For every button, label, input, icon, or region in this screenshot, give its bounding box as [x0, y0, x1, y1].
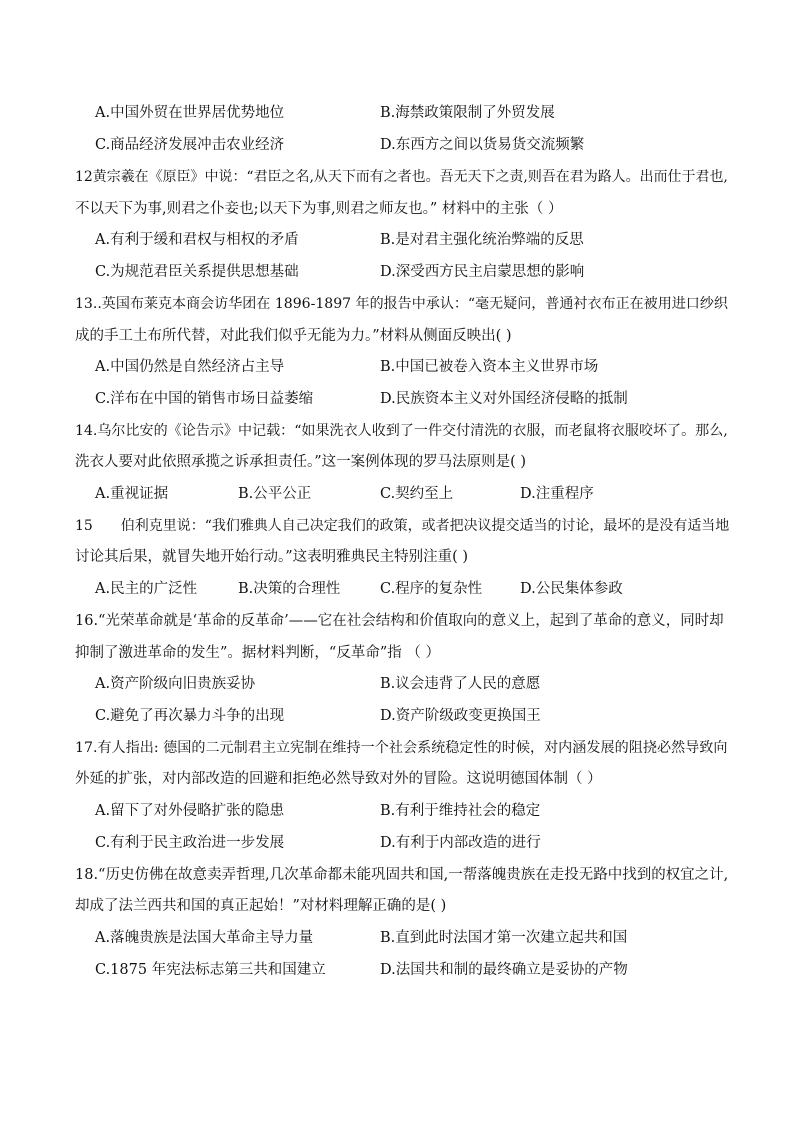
q17-stem-line2: 外延的扩张，对内部改造的回避和拒绝必然导致对外的冒险。这说明德国体制（ ） [75, 771, 602, 787]
q15-stem-line2: 讨论其后果，就冒失地开始行动。”这表明雅典民主特别注重( ) [75, 549, 469, 565]
q13-option-d: D.民族资本主义对外国经济侵略的抵制 [380, 391, 628, 407]
q14-stem-line2: 洗衣人要对此依照承揽之诉承担责任。”这一案例体现的罗马法原则是( ) [75, 454, 527, 470]
q16-stem-line2: 抑制了激进革命的发生”。据材料判断，“反革命”指 （ ） [75, 645, 440, 661]
q11-option-c: C.商品经济发展冲击农业经济 [95, 137, 285, 153]
q12-stem-line2: 不以天下为事,则君之仆妾也;以天下为事,则君之师友也。” 材料中的主张（ ） [75, 201, 563, 217]
q16-option-b: B.议会违背了人民的意愿 [380, 676, 541, 692]
q13-stem-line1: 13..英国布莱克本商会访华团在 1896-1897 年的报告中承认：“毫无疑问，普通衬衣布正在被用进口纱织 [75, 296, 728, 312]
q13-option-b: B.中国已被卷入资本主义世界市场 [380, 359, 599, 375]
q12-option-d: D.深受西方民主启蒙思想的影响 [380, 264, 585, 280]
q15-option-a: A.民主的广泛性 [95, 581, 198, 597]
q18-stem-line2: 却成了法兰西共和国的真正起始！”对材料理解正确的是( ) [75, 898, 447, 914]
q13-option-a: A.中国仍然是自然经济占主导 [95, 359, 285, 375]
q18-option-b: B.直到此时法国才第一次建立起共和国 [380, 930, 628, 946]
q12-option-c: C.为规范君臣关系提供思想基础 [95, 264, 299, 280]
q18-option-c: C.1875 年宪法标志第三共和国建立 [95, 962, 326, 978]
q14-option-d: D.注重程序 [520, 486, 594, 502]
q18-option-a: A.落魄贵族是法国大革命主导力量 [95, 930, 314, 946]
q11-option-b: B.海禁政策限制了外贸发展 [380, 105, 555, 121]
q14-option-b: B.公平公正 [238, 486, 312, 502]
q15-option-d: D.公民集体参政 [520, 581, 623, 597]
q14-stem-line1: 14.乌尔比安的《论告示》中记载：“如果洗衣人收到了一件交付清洗的衣服，而老鼠将衣服咬坏了。那么, [75, 423, 728, 439]
q13-stem-line2: 成的手工土布所代替，对此我们似乎无能为力。”材料从侧面反映出( ) [75, 328, 512, 344]
q16-option-a: A.资产阶级向旧贵族妥协 [95, 676, 256, 692]
q17-stem-line1: 17.有人指出: 德国的二元制君主立宪制在维持一个社会系统稳定性的时候，对内涵发展的阻挠必然导致向 [75, 740, 728, 756]
q17-option-b: B.有利于维持社会的稳定 [380, 803, 541, 819]
q17-option-c: C.有利于民主政治进一步发展 [95, 835, 285, 851]
q17-option-a: A.留下了对外侵略扩张的隐患 [95, 803, 285, 819]
q16-option-d: D.资产阶级政变更换国王 [380, 708, 541, 724]
q14-option-c: C.契约至上 [380, 486, 454, 502]
q12-option-b: B.是对君主强化统治弊端的反思 [380, 232, 584, 248]
q17-option-d: D.有利于内部改造的进行 [380, 835, 541, 851]
q18-stem-line1: 18.“历史仿佛在故意卖弄哲理,几次革命都未能巩固共和国,一帮落魄贵族在走投无路中找到的权宜之计, [75, 867, 729, 883]
q12-option-a: A.有利于缓和君权与相权的矛盾 [95, 232, 299, 248]
q14-option-a: A.重视证据 [95, 486, 169, 502]
q15-stem-text: 伯利克里说：“我们雅典人自己决定我们的政策，或者把决议提交适当的讨论，最坏的是没有适当地 [120, 518, 730, 534]
q16-option-c: C.避免了再次暴力斗争的出现 [95, 708, 285, 724]
q15-number: 15 [75, 518, 93, 534]
q13-option-c: C.洋布在中国的销售市场日益萎缩 [95, 391, 314, 407]
q15-option-b: B.决策的合理性 [238, 581, 341, 597]
q12-stem-line1: 12黄宗羲在《原臣》中说：“君臣之名,从天下而有之者也。吾无天下之责,则吾在君为路人。出而仕于君也, [75, 169, 728, 185]
q16-stem-line1: 16.“光荣革命就是‘革命的反革命’——它在社会结构和价值取向的意义上，起到了革命的意义，同时却 [75, 613, 724, 629]
q11-option-d: D.东西方之间以货易货交流频繁 [380, 137, 585, 153]
q15-option-c: C.程序的复杂性 [380, 581, 483, 597]
q18-option-d: D.法国共和制的最终确立是妥协的产物 [380, 962, 628, 978]
q11-option-a: A.中国外贸在世界居优势地位 [95, 105, 285, 121]
q15-stem-line1 [75, 517, 729, 535]
